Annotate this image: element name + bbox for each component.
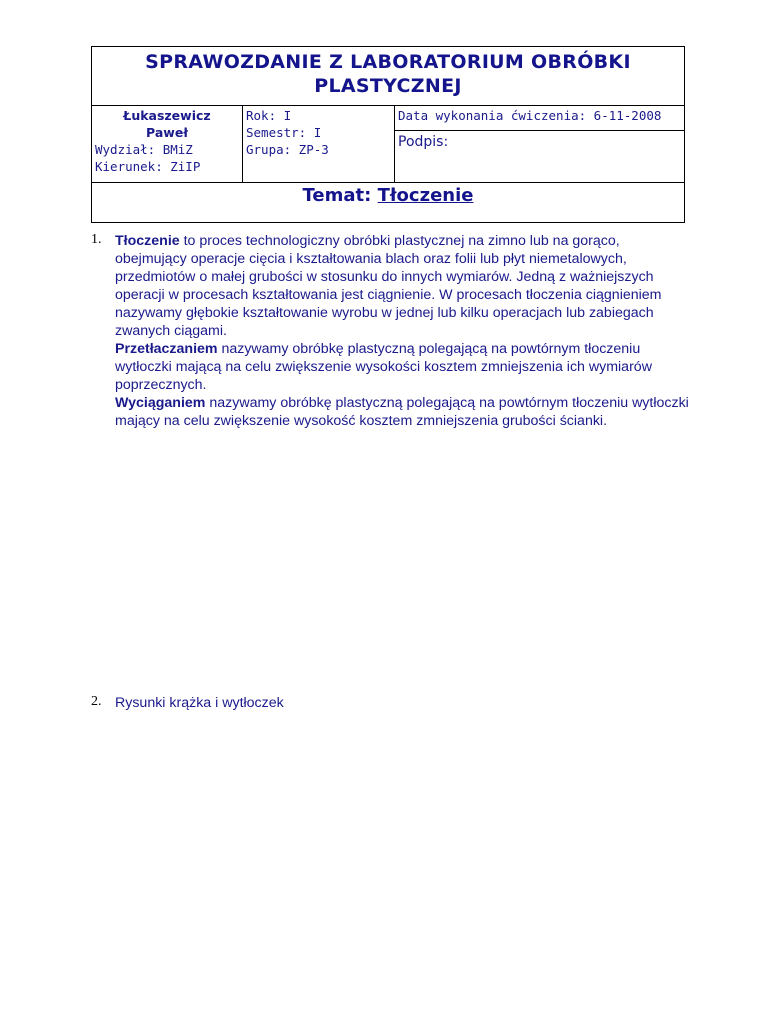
term-tloczenie: Tłoczenie [115,233,180,249]
topic-cell [92,183,685,223]
term-wyciaganie: Wyciąganiem [115,395,206,411]
section-1-number: 1. [91,232,102,247]
author-cell [92,106,243,183]
topic-label: Temat: [302,185,378,206]
topic-value: Tłoczenie [377,185,474,206]
paragraph-przetlaczanie [115,340,691,394]
section-1-body [115,232,691,430]
semester-text: Semestr: I [246,125,322,140]
paragraph-wyciaganie [115,394,691,430]
year-cell [243,106,395,183]
text-przetlaczanie: nazywamy obróbkę plastyczną polegającą na powtórnym tłoczeniu wytłoczki mającą na celu zwiększenie wysokości kosztem zmniejszenia ich wymiarów poprzecznych. [115,341,652,393]
year-text: Rok: I [246,108,292,123]
report-header [91,46,685,223]
date-cell [395,106,685,131]
date-text: Data wykonania ćwiczenia: 6-11-2008 [398,108,662,123]
author-lastname: Łukaszewicz [123,108,211,123]
text-tloczenie: to proces technologiczny obróbki plastycznej na zimno lub na gorąco, obejmujący operacje cięcia i kształtowania blach oraz folii lub płyt niemetalowych, przedmiotów o małej grubości w stosunku do innych wymiarów. Jedną z ważniejszych operacji w procesach kształtowania jest ciągnienie. W procesach tłoczenia ciągnieniem nazywamy głębokie kształtowanie wyrobu w jednej lub kilku operacjach lub zabiegach zwanych ciągami. [115,233,662,339]
signature-label: Podpis: [398,134,449,150]
faculty-text: Wydział: BMiZ [95,142,193,157]
paragraph-tloczenie [115,232,691,340]
section-2-body: Rysunki krążka i wytłoczek [115,695,284,711]
section-2-number: 2. [91,694,102,709]
term-przetlaczanie: Przetłaczaniem [115,341,218,357]
author-firstname: Paweł [146,125,188,140]
signature-cell [395,131,685,183]
field-text: Kierunek: ZiIP [95,159,201,174]
section-1 [91,232,691,430]
text-wyciaganie: nazywamy obróbkę plastyczną polegającą na powtórnym tłoczeniu wytłoczki mający na celu zwiększenie wysokość kosztem zmniejszenia grubości ścianki. [115,395,689,429]
report-title: SPRAWOZDANIE Z LABORATORIUM OBRÓBKI PLASTYCZNEJ [92,47,685,106]
section-2 [91,694,691,712]
group-text: Grupa: ZP-3 [246,142,329,157]
